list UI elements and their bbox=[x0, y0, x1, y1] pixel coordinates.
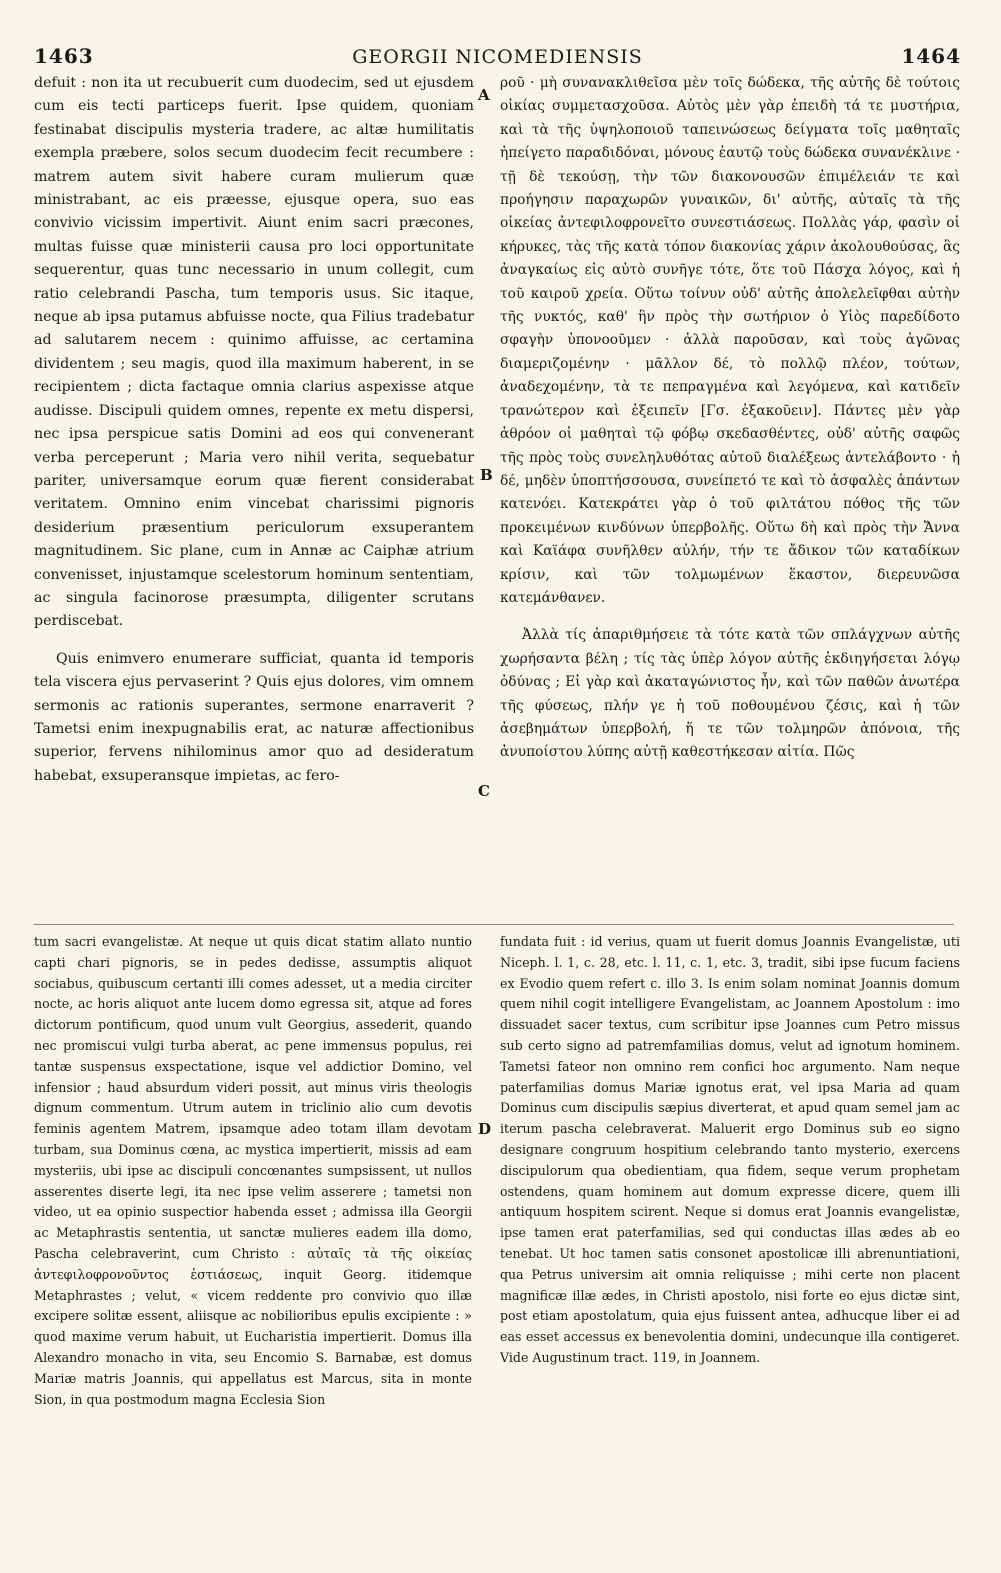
page-number-right: 1464 bbox=[901, 44, 961, 68]
notes-column-right bbox=[500, 932, 960, 1369]
greek-column-upper bbox=[500, 72, 960, 765]
latin-column-upper bbox=[34, 72, 474, 788]
section-marker-d: D bbox=[478, 1120, 492, 1138]
section-marker-a: A bbox=[478, 86, 490, 104]
page-number-left: 1463 bbox=[34, 44, 94, 68]
section-marker-b: B bbox=[480, 466, 493, 484]
section-divider bbox=[34, 924, 954, 925]
notes-right-text: fundata fuit : id verius, quam ut fuerit domus Joannis Evangelistæ, uti Niceph. l. 1, c. 28, etc. l. 11, c. 1, etc. 3, tradit, sibi ipse fucum faciens ex Evodio quem refert c. illo 3. Is enim solam nominat Joannis domum quem nihil cogit intelligere Evangelistam, ac Joannem Apostolum : imo dissuadet sacer textus, cum scribitur ipse Joannes cum Petro missus sub certo signo ad patremfamilias domus, velut ad ignotum hominem. Tametsi fateor non omnino rem confici hoc argumento. Nam neque paterfamilias domus Mariæ ignotus erat, vel ipsa Maria ad quam Dominus cum discipulis sæpius diverterat, et apud quam semel jam ac iterum pascha celebraverat. Maluerit ergo Dominus sub eo signo designare congruum hospitium celebrando tanto mysterio, exercens discipulorum qua obedientiam, qua fidem, seque verum prophetam ostendens, quam hominem aut domum expresse dicere, quem illi antiquum hospitem scirent. Neque si domus erat Joannis evangelistæ, ipse tamen erat paterfamilias, sed qui conductas illas ædes ab eo tenebat. Ut hoc tamen satis consonet apostolicæ illi abrenuntiationi, qua Petrus universim ait omnia reliquisse ; mihi certe non placent magnificæ illæ ædes, in Christi apostolo, nisi forte eo ejus dictæ sint, post etiam apostolatum, quia ejus fuissent antea, adhucque liber ei ad eas esset accessus ex benevolentia domini, undecunque illa contigeret. Vide Augustinum tract. 119, in Joannem. bbox=[500, 934, 960, 1365]
latin-paragraph-2: Quis enimvero enumerare sufficiat, quanta id temporis tela viscera ejus pervaserint ? Quis ejus dolores, vim omnem sermonis ac rationis superantes, sermone enarraverit ? Tametsi enim inexpugnabilis erat, ac naturæ affectionibus superior, fervens nihilominus amor quo ad desideratum habebat, exsuperansque impietas, ac fero- bbox=[34, 650, 474, 784]
notes-left-text: tum sacri evangelistæ. At neque ut quis dicat statim allato nuntio capti chari pignoris, se in pedes dedisse, assumptis aliquot sociabus, quibuscum certanti illi comes adesset, ut a media circiter nocte, ac horis aliquot ante lucem domo egressa sit, atque ad fores dictorum pontificum, quod unum vult Georgius, assederit, quando nec promiscui vulgi turba aberat, ac pene immensus populus, rei tantæ suspensus exspectatione, isque vel addictior Domino, vel infensior ; haud absurdum videri possit, aut minus viris theologis dignum commentum. Utrum autem in triclinio alio cum devotis feminis agentem Matrem, ipsamque adeo totam illam devotam turbam, sua Dominus cœna, ac mystica impertierit, missis ad eam mysteriis, ubi ipse ac discipuli concœnantes sumpsissent, ut nullos asserentes diserte legi, ita nec ipse velim asserere ; tametsi non video, ut ea opinio suspectior habenda esset ; admissa illa Georgii ac Metaphrastis sententia, ut sanctæ mulieres eadem illa domo, Pascha celebraverint, cum Christo : αὐταῖς τὰ τῆς οἰκείας ἀντεφιλοφρονοῦντος ἑστιάσεως, inquit Georg. itidemque Metaphrastes ; velut, « vicem reddente pro convivio quo illæ excipere solitæ essent, aliisque ac nobilioribus epulis excipiente : » quod maxime verum habuit, ut Eucharistia impertierit. Domus illa Alexandro monacho in vita, seu Encomio S. Barnabæ, est domus Mariæ matris Joannis, qui appellatus est Marcus, sita in monte Sion, in qua postmodum magna Ecclesia Sion bbox=[34, 934, 472, 1407]
notes-column-left bbox=[34, 932, 472, 1410]
greek-paragraph-1: ροῦ · μὴ συνανακλιθεῖσα μὲν τοῖς δώδεκα, τῆς αὐτῆς δὲ τούτοις οἰκίας συμμετασχοῦσα. Αὐτὸς μὲν γὰρ ἐπειδὴ τά τε μυστήρια, καὶ τὰ τῆς ὑψηλοποιοῦ ταπεινώσεως δείγματα τοῖς μαθηταῖς ἠπείγετο παραδιδόναι, μόνους ἑαυτῷ τοὺς δώδεκα συνανέκλινε · τῇ δὲ τεκούσῃ, τὴν τῶν διακονουσῶν ἐπιμέλειάν τε καὶ προήγησιν παραχωρῶν γυναικῶν, δι' αὐτῆς, αὐταῖς τὰ τῆς οἰκείας ἀντεφιλοφρονεῖτο συνεστιάσεως. Πολλὰς γάρ, φασὶν οἱ κήρυκες, τὰς τῆς κατὰ τόπον διακονίας χάριν ἀκολουθούσας, ἃς ἀναγκαίως εἰς αὐτὸ συνῆγε τότε, ὅτε τοῦ Πάσχα λόγος, καὶ ἡ τοῦ καιροῦ χρεία. Οὕτω τοίνυν οὐδ' αὐτῆς ἀπολελεῖφθαι αὐτὴν τῆς νυκτός, καθ' ἣν πρὸς τὴν σωτήριον ὁ Υἱὸς παρεδίδοτο σφαγὴν ὑπονοοῦμεν · ἀλλὰ παροῦσαν, καὶ τοὺς ἀγῶνας διαμεριζομένην · μᾶλλον δέ, τὸ πολλῷ πλέον, τούτων, ἀναδεχομένην, τὰ τε πεπραγμένα καὶ λεγόμενα, καὶ κατιδεῖν τρανώτερον καὶ ἐξειπεῖν [Γσ. ἐξακοῦειν]. Πάντες μὲν γὰρ ἀθρόον οἱ μαθηταὶ τῷ φόβῳ σκεδασθέντες, οὐδ' αὐτῆς σαφῶς τῆς πρὸς τοὺς συνεληλυθότας αὐτοῦ διαλέξεως ἀντελάβοντο · ἡ δέ, μηδὲν ὑποπτήσσουσα, συνείπετό τε καὶ τὸ ἀσφαλὲς ἁπάντων κατενόει. Κατεκράτει γὰρ ὁ τοῦ φιλτάτου πόθος τῆς τῶν προκειμένων κινδύνων ὑπερβολῆς. Οὕτω δὴ καὶ πρὸς τὴν Ἄννα καὶ Καϊάφα συνῆλθεν αὐλήν, τήν τε ἄδικον τῶν καταδίκων κρίσιν, καὶ τῶν τολμωμένων ἕκαστον, διερευνῶσα κατεμάνθανεν. bbox=[500, 75, 960, 606]
greek-paragraph-2: Ἀλλὰ τίς ἀπαριθμήσειε τὰ τότε κατὰ τῶν σπλάγχνων αὐτῆς χωρήσαντα βέλη ; τίς τὰς ὑπὲρ λόγον αὐτῆς ἐκδιηγήσεται λόγῳ ὀδύνας ; Εἰ γὰρ καὶ ἀκαταγώνιστος ἦν, καὶ τῶν παθῶν ἀνωτέρα τῆς φύσεως, πλήν γε ἡ τοῦ ποθουμένου ζέσις, καὶ ἡ τῶν ἀσεβημάτων ὑπερβολή, ἥ τε τῶν τολμηρῶν ἀπόνοια, τῆς ἀνυποίστου λύπης αὐτῇ καθεστήκεσαν αἰτία. Πῶς bbox=[500, 627, 960, 761]
page-header bbox=[34, 44, 961, 74]
section-marker-c: C bbox=[478, 782, 490, 800]
running-title: GEORGII NICOMEDIENSIS bbox=[352, 46, 643, 68]
latin-paragraph-1: defuit : non ita ut recubuerit cum duodecim, sed ut ejusdem cum eis tecti particeps fuerit. Ipse quidem, quoniam festinabat discipulis mysteria tradere, ac altæ humilitatis exempla præbere, solos secum duodecim fecit recumbere : matrem autem sivit habere curam mulierum quæ ministrabant, ac eis præesse, ejusque opera, suo eas convivio vicissim impertivit. Aiunt enim sacri præcones, multas fuisse quæ ministerii causa pro loci opportunitate sequerentur, quas tunc necessario in unum collegit, cum ratio celebrandi Pascha, tum temporis usus. Sic itaque, neque ab ipsa putamus abfuisse nocte, qua Filius tradebatur ad salutarem necem : quinimo affuisse, ac certamina dividentem ; seu magis, quod illa maximum haberent, in se recipientem ; dicta factaque omnia clarius aspexisse atque audisse. Discipuli quidem omnes, repente ex metu dispersi, nec ipsa perspicue satis Domini ad eos qui convenerant verba perceperunt ; Maria vero nihil verita, sequebatur pariter, universamque eorum quæ fierent considerabat veritatem. Omnino enim vincebat charissimi pignoris desiderium præsentium periculorum exsuperantem magnitudinem. Sic plane, cum in Annæ ac Caiphæ atrium convenisset, injustamque scelestorum hominum sententiam, ac singula facinorose præsumpta, diligenter scrutans perdiscebat. bbox=[34, 75, 474, 630]
